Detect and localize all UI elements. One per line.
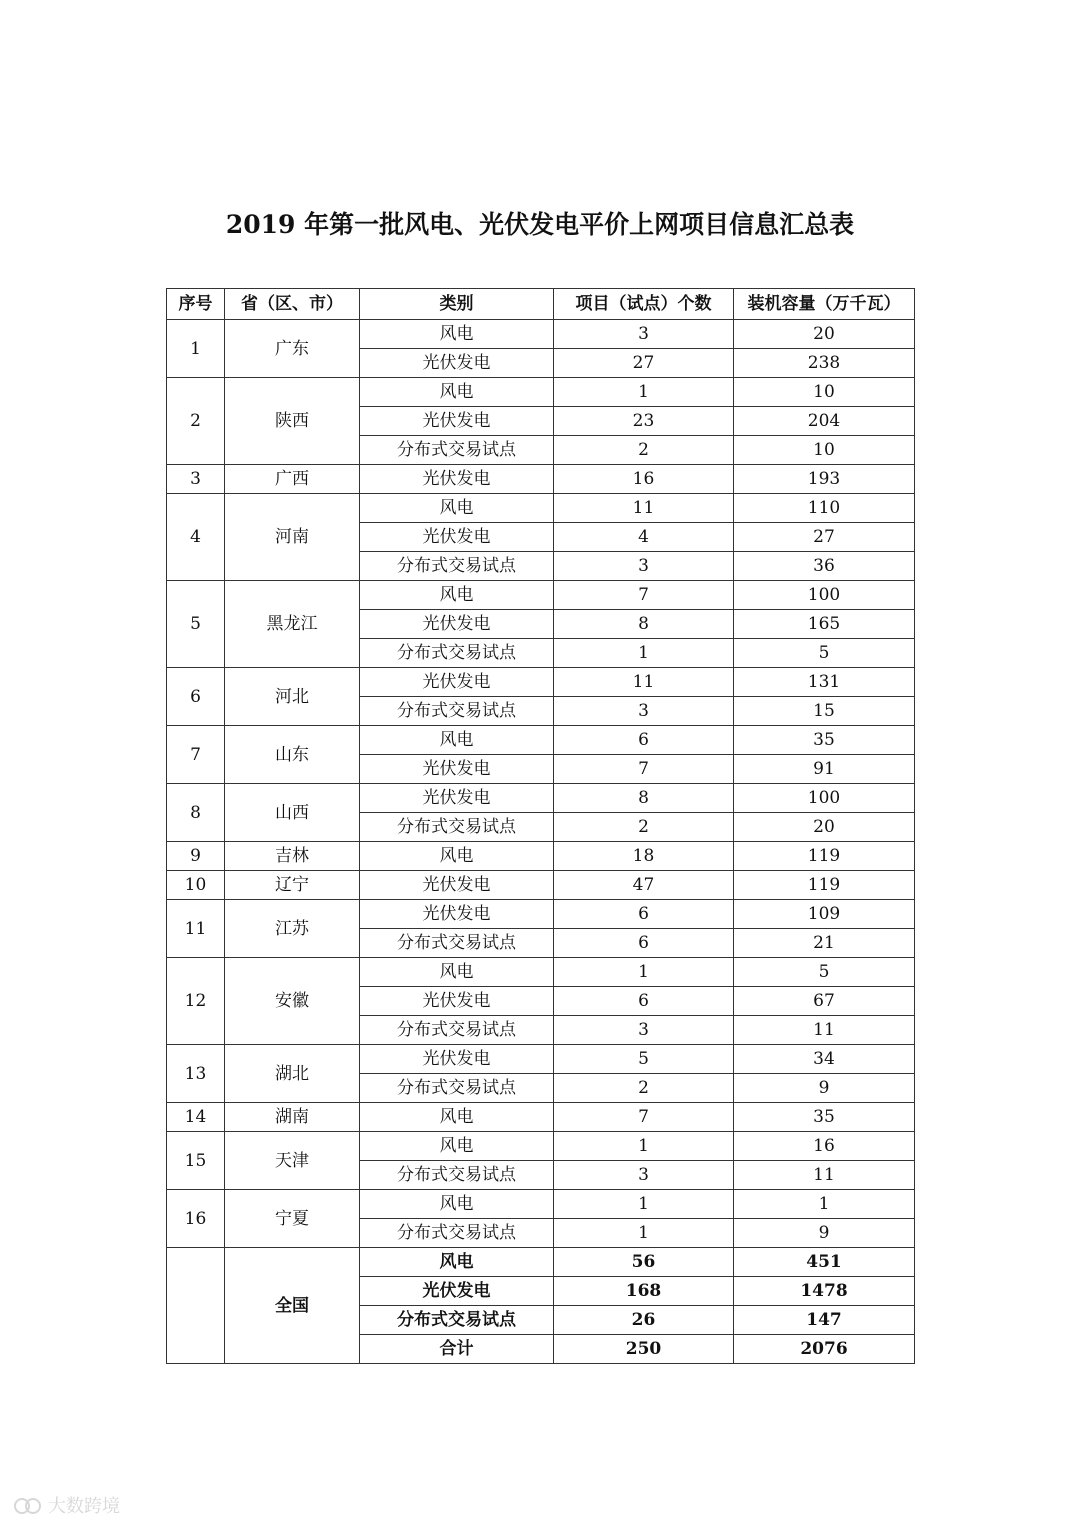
row-province: 天津 — [225, 1132, 360, 1190]
total-count: 250 — [554, 1335, 734, 1364]
row-capacity: 91 — [734, 755, 915, 784]
row-capacity: 35 — [734, 1103, 915, 1132]
row-count: 6 — [554, 726, 734, 755]
total-type: 分布式交易试点 — [360, 1306, 554, 1335]
row-count: 11 — [554, 668, 734, 697]
row-type: 风电 — [360, 581, 554, 610]
row-type: 光伏发电 — [360, 523, 554, 552]
row-count: 1 — [554, 1219, 734, 1248]
row-type: 风电 — [360, 726, 554, 755]
table-row — [167, 784, 915, 813]
table-row — [167, 494, 915, 523]
row-type: 光伏发电 — [360, 668, 554, 697]
total-type: 风电 — [360, 1248, 554, 1277]
row-type: 分布式交易试点 — [360, 552, 554, 581]
row-index: 5 — [167, 581, 225, 668]
row-type: 风电 — [360, 378, 554, 407]
row-capacity: 204 — [734, 407, 915, 436]
row-count: 6 — [554, 900, 734, 929]
table-row — [167, 900, 915, 929]
total-capacity: 1478 — [734, 1277, 915, 1306]
watermark-text: 大数跨境 — [48, 1496, 120, 1517]
row-count: 7 — [554, 1103, 734, 1132]
row-index: 13 — [167, 1045, 225, 1103]
table-row — [167, 668, 915, 697]
row-count: 3 — [554, 1161, 734, 1190]
row-capacity: 20 — [734, 320, 915, 349]
row-count: 7 — [554, 581, 734, 610]
row-count: 4 — [554, 523, 734, 552]
row-type: 光伏发电 — [360, 610, 554, 639]
row-count: 3 — [554, 320, 734, 349]
row-type: 光伏发电 — [360, 1045, 554, 1074]
header-row — [167, 289, 915, 320]
row-capacity: 11 — [734, 1016, 915, 1045]
header-province: 省（区、市） — [225, 289, 360, 320]
row-capacity: 193 — [734, 465, 915, 494]
row-index: 7 — [167, 726, 225, 784]
row-type: 分布式交易试点 — [360, 813, 554, 842]
row-count: 8 — [554, 610, 734, 639]
row-type: 分布式交易试点 — [360, 436, 554, 465]
row-type: 分布式交易试点 — [360, 1016, 554, 1045]
row-capacity: 100 — [734, 581, 915, 610]
table-row — [167, 378, 915, 407]
row-province: 黑龙江 — [225, 581, 360, 668]
row-index: 10 — [167, 871, 225, 900]
row-type: 光伏发电 — [360, 871, 554, 900]
row-province: 辽宁 — [225, 871, 360, 900]
row-type: 风电 — [360, 842, 554, 871]
page-title: 2019 年第一批风电、光伏发电平价上网项目信息汇总表 — [225, 210, 855, 239]
row-count: 16 — [554, 465, 734, 494]
header-count: 项目（试点）个数 — [554, 289, 734, 320]
row-capacity: 119 — [734, 871, 915, 900]
row-type: 分布式交易试点 — [360, 929, 554, 958]
row-capacity: 9 — [734, 1219, 915, 1248]
row-capacity: 67 — [734, 987, 915, 1016]
row-index: 15 — [167, 1132, 225, 1190]
row-capacity: 11 — [734, 1161, 915, 1190]
row-type: 光伏发电 — [360, 465, 554, 494]
table-row — [167, 1132, 915, 1161]
row-count: 3 — [554, 552, 734, 581]
row-type: 风电 — [360, 320, 554, 349]
row-province: 广东 — [225, 320, 360, 378]
table-body — [167, 320, 915, 1364]
row-type: 光伏发电 — [360, 987, 554, 1016]
row-count: 3 — [554, 697, 734, 726]
table-row — [167, 1045, 915, 1074]
row-index: 3 — [167, 465, 225, 494]
row-capacity: 5 — [734, 958, 915, 987]
watermark — [14, 1492, 120, 1518]
row-index: 14 — [167, 1103, 225, 1132]
row-capacity: 27 — [734, 523, 915, 552]
table-row — [167, 726, 915, 755]
row-province: 河南 — [225, 494, 360, 581]
row-capacity: 110 — [734, 494, 915, 523]
total-index — [167, 1248, 225, 1364]
row-province: 宁夏 — [225, 1190, 360, 1248]
table-row — [167, 1190, 915, 1219]
row-capacity: 15 — [734, 697, 915, 726]
row-capacity: 21 — [734, 929, 915, 958]
row-index: 2 — [167, 378, 225, 465]
total-count: 56 — [554, 1248, 734, 1277]
row-province: 湖南 — [225, 1103, 360, 1132]
row-index: 4 — [167, 494, 225, 581]
row-index: 8 — [167, 784, 225, 842]
total-capacity: 2076 — [734, 1335, 915, 1364]
row-index: 6 — [167, 668, 225, 726]
total-type: 光伏发电 — [360, 1277, 554, 1306]
total-label: 全国 — [225, 1248, 360, 1364]
row-count: 8 — [554, 784, 734, 813]
row-province: 湖北 — [225, 1045, 360, 1103]
row-type: 分布式交易试点 — [360, 1074, 554, 1103]
row-capacity: 5 — [734, 639, 915, 668]
row-province: 江苏 — [225, 900, 360, 958]
row-count: 1 — [554, 958, 734, 987]
row-count: 47 — [554, 871, 734, 900]
row-capacity: 100 — [734, 784, 915, 813]
row-type: 分布式交易试点 — [360, 697, 554, 726]
summary-table — [166, 288, 915, 1364]
row-count: 11 — [554, 494, 734, 523]
row-type: 光伏发电 — [360, 900, 554, 929]
row-type: 风电 — [360, 1190, 554, 1219]
row-type: 光伏发电 — [360, 349, 554, 378]
table-row — [167, 320, 915, 349]
total-count: 168 — [554, 1277, 734, 1306]
row-province: 广西 — [225, 465, 360, 494]
row-count: 1 — [554, 1190, 734, 1219]
table-row — [167, 871, 915, 900]
row-count: 27 — [554, 349, 734, 378]
header-type: 类别 — [360, 289, 554, 320]
row-capacity: 35 — [734, 726, 915, 755]
row-province: 吉林 — [225, 842, 360, 871]
row-capacity: 16 — [734, 1132, 915, 1161]
row-count: 7 — [554, 755, 734, 784]
row-index: 12 — [167, 958, 225, 1045]
row-type: 风电 — [360, 1132, 554, 1161]
row-type: 光伏发电 — [360, 755, 554, 784]
row-capacity: 10 — [734, 378, 915, 407]
header-capacity: 装机容量（万千瓦） — [734, 289, 915, 320]
row-index: 16 — [167, 1190, 225, 1248]
row-capacity: 109 — [734, 900, 915, 929]
table-row — [167, 842, 915, 871]
row-type: 光伏发电 — [360, 407, 554, 436]
row-index: 1 — [167, 320, 225, 378]
row-count: 23 — [554, 407, 734, 436]
row-count: 6 — [554, 987, 734, 1016]
total-capacity: 451 — [734, 1248, 915, 1277]
row-province: 陕西 — [225, 378, 360, 465]
row-count: 3 — [554, 1016, 734, 1045]
row-province: 安徽 — [225, 958, 360, 1045]
row-count: 2 — [554, 813, 734, 842]
row-capacity: 238 — [734, 349, 915, 378]
logo-icon — [14, 1496, 42, 1514]
row-province: 河北 — [225, 668, 360, 726]
row-province: 山东 — [225, 726, 360, 784]
row-count: 2 — [554, 436, 734, 465]
row-count: 1 — [554, 1132, 734, 1161]
row-type: 分布式交易试点 — [360, 639, 554, 668]
row-capacity: 36 — [734, 552, 915, 581]
total-type: 合计 — [360, 1335, 554, 1364]
row-capacity: 119 — [734, 842, 915, 871]
row-capacity: 131 — [734, 668, 915, 697]
total-count: 26 — [554, 1306, 734, 1335]
row-capacity: 34 — [734, 1045, 915, 1074]
row-type: 风电 — [360, 958, 554, 987]
row-index: 11 — [167, 900, 225, 958]
row-type: 风电 — [360, 494, 554, 523]
row-capacity: 1 — [734, 1190, 915, 1219]
row-capacity: 20 — [734, 813, 915, 842]
row-type: 分布式交易试点 — [360, 1161, 554, 1190]
row-count: 6 — [554, 929, 734, 958]
row-capacity: 9 — [734, 1074, 915, 1103]
row-count: 5 — [554, 1045, 734, 1074]
row-type: 光伏发电 — [360, 784, 554, 813]
table-row — [167, 958, 915, 987]
row-capacity: 165 — [734, 610, 915, 639]
row-count: 2 — [554, 1074, 734, 1103]
table-row — [167, 465, 915, 494]
row-count: 1 — [554, 639, 734, 668]
row-capacity: 10 — [734, 436, 915, 465]
table-row — [167, 581, 915, 610]
row-count: 18 — [554, 842, 734, 871]
header-index: 序号 — [167, 289, 225, 320]
row-type: 风电 — [360, 1103, 554, 1132]
row-count: 1 — [554, 378, 734, 407]
row-index: 9 — [167, 842, 225, 871]
table-row — [167, 1103, 915, 1132]
row-province: 山西 — [225, 784, 360, 842]
row-type: 分布式交易试点 — [360, 1219, 554, 1248]
total-capacity: 147 — [734, 1306, 915, 1335]
total-row — [167, 1248, 915, 1277]
